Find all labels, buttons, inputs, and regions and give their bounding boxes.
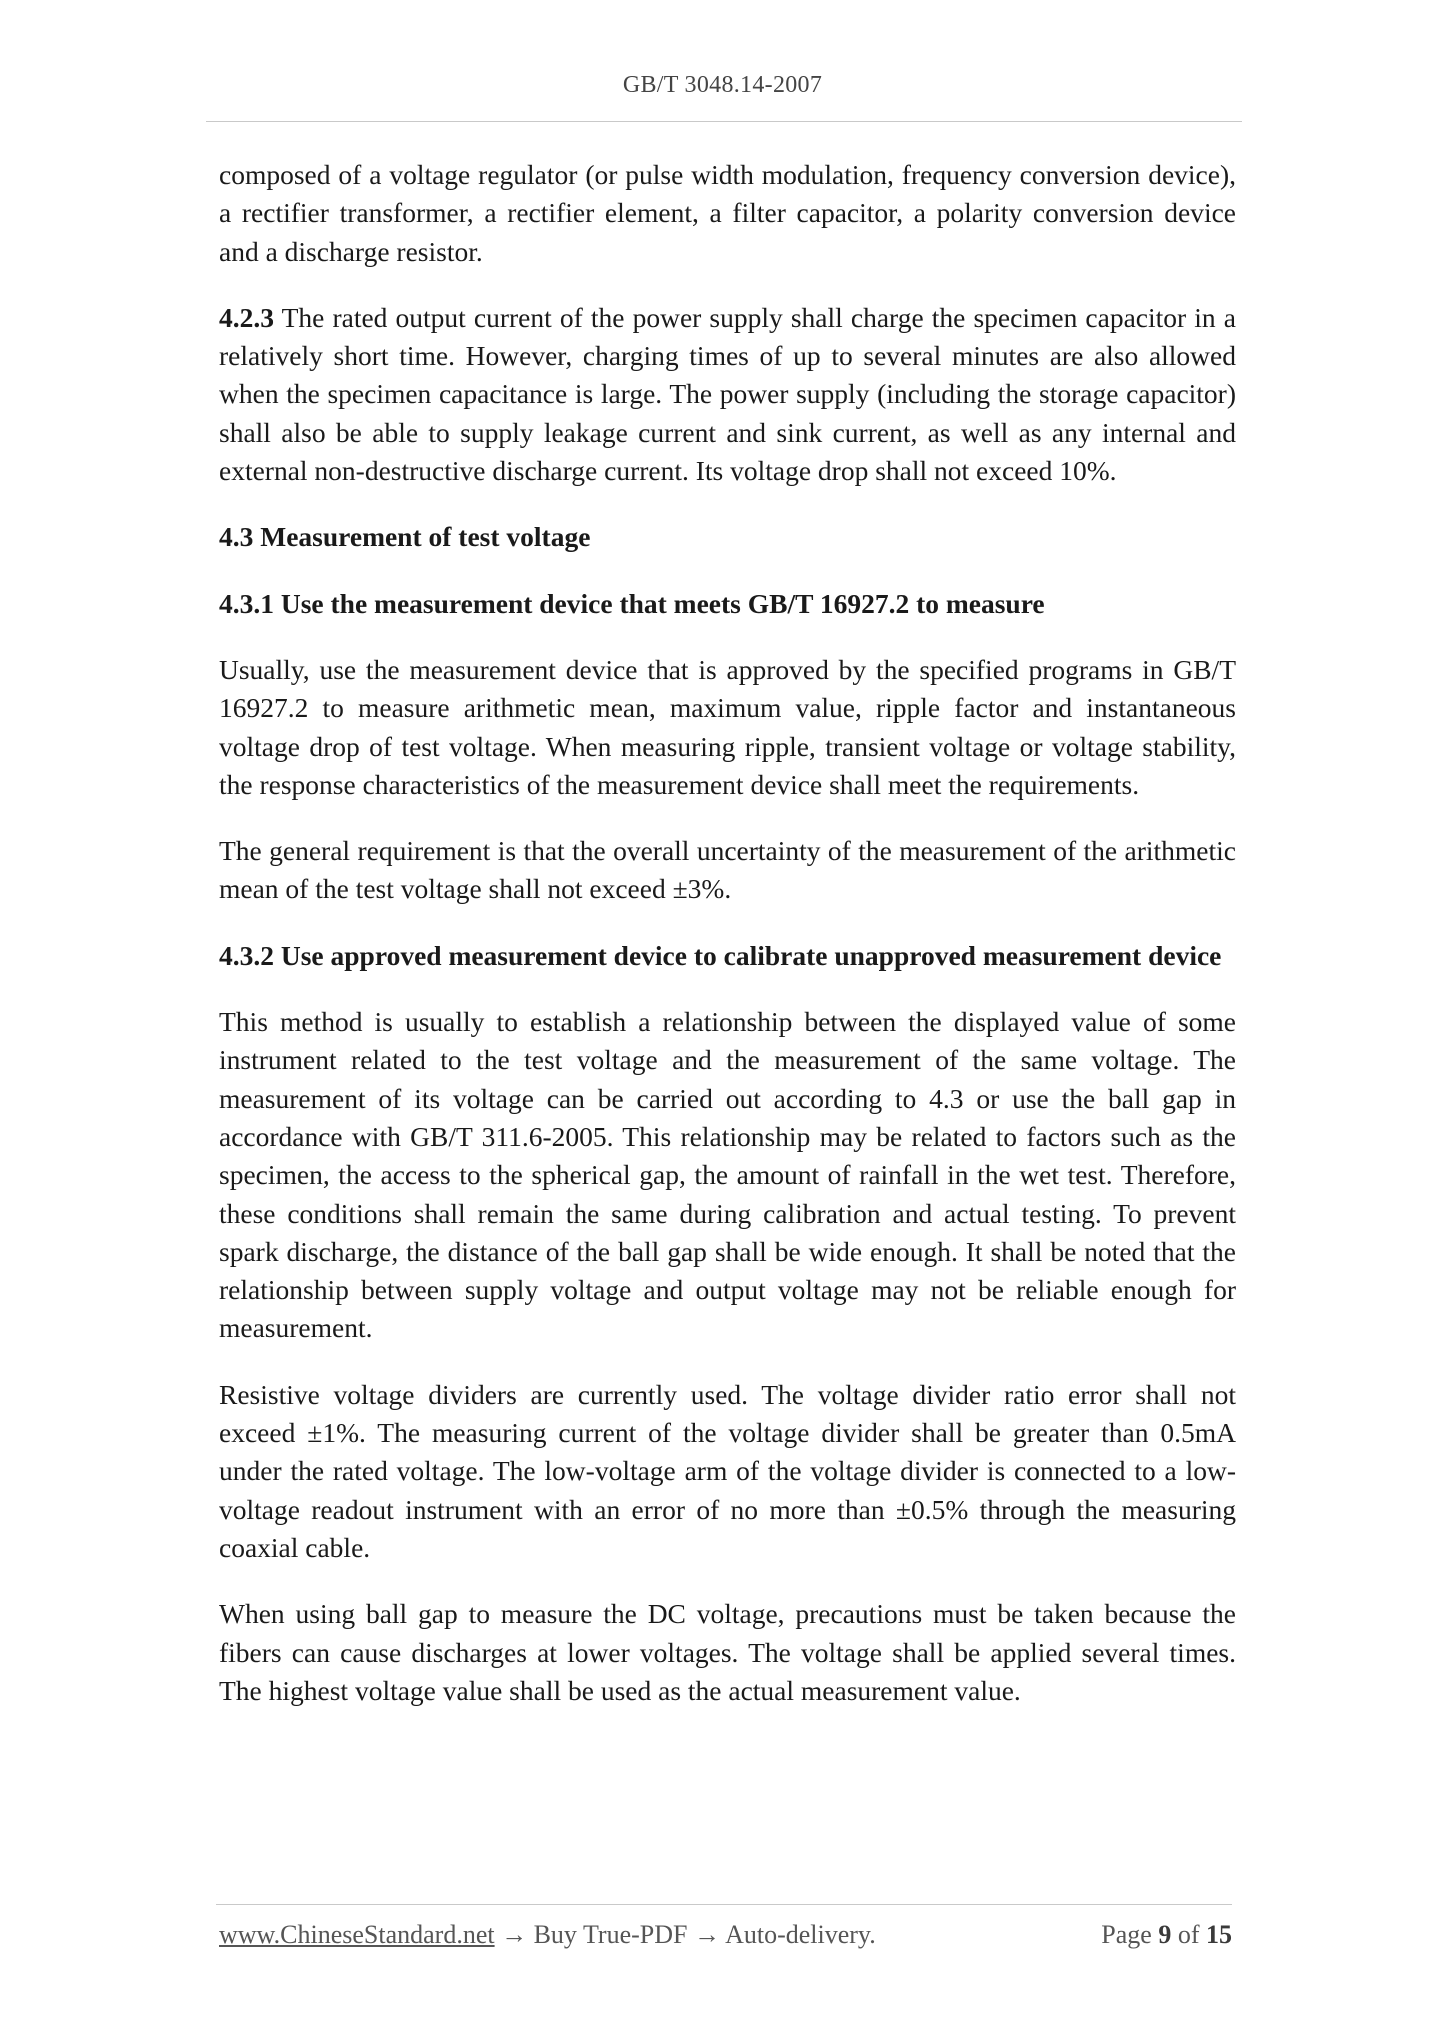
total-pages: 15 <box>1206 1920 1232 1949</box>
page-number <box>1101 1920 1232 1950</box>
footer-promo <box>219 1920 876 1950</box>
section-heading-4-3: 4.3 Measurement of test voltage <box>219 521 591 553</box>
section-heading-4-3-1: 4.3.1 Use the measurement device that meets GB/T 16927.2 to measure <box>219 587 1045 619</box>
arrow-right-icon: → <box>694 1920 720 1949</box>
paragraph-continuation: composed of a voltage regulator (or pulse width modulation, frequency conversion device), a rectifier transformer, a rectifier element, a filter capacitor, a polarity conversion device and a discharge resistor. <box>219 159 1236 267</box>
current-page: 9 <box>1158 1920 1172 1949</box>
paragraph-measurement-device: Usually, use the measurement device that is approved by the specified programs in GB/T 16927.2 to measure arithmetic mean, maximum value, ripple factor and instantaneous voltage drop of test voltage. When measuring ripple, transient voltage or voltage stability, the response characteristics of the measurement device shall meet the requirements. <box>219 653 1236 800</box>
paragraph-ball-gap: When using ball gap to measure the DC voltage, precautions must be taken because the fibers can cause discharges at lower voltages. The voltage shall be applied several times. The highest voltage value shall be used as the actual measurement value. <box>219 1598 1236 1706</box>
buy-text: Buy True-PDF <box>533 1920 688 1949</box>
footer-divider <box>216 1904 1232 1905</box>
arrow-right-icon: → <box>501 1920 528 1949</box>
paragraph-uncertainty: The general requirement is that the overall uncertainty of the measurement of the arithmetic mean of the test voltage shall not exceed ±3%. <box>219 835 1236 905</box>
site-link[interactable]: www.ChineseStandard.net <box>219 1920 495 1949</box>
header-divider <box>206 121 1242 122</box>
paragraph-voltage-dividers: Resistive voltage dividers are currently used. The voltage divider ratio error shall not exceed ±1%. The measuring current of the voltage divider shall be greater than 0.5mA under the rated voltage. The low-voltage arm of the voltage divider is connected to a low-voltage readout instrument with an error of no more than ±0.5% through the measuring coaxial cable. <box>219 1378 1236 1563</box>
section-heading-4-3-2: 4.3.2 Use approved measurement device to calibrate unapproved measurement device <box>219 939 1222 971</box>
page-footer <box>219 1920 1232 1960</box>
document-body <box>219 156 1236 1710</box>
document-header-title: GB/T 3048.14-2007 <box>622 72 823 98</box>
clause-text: The rated output current of the power supply shall charge the specimen capacitor in a relatively short time. However, charging times of up to several minutes are also allowed when the specimen capacitance is large. The power supply (including the storage capacitor) shall also be able to supply leakage current and sink current, as well as any internal and external non-destructive discharge current. Its voltage drop shall not exceed 10%. <box>219 301 1236 487</box>
clause-4-2-3 <box>219 299 1236 490</box>
paragraph-calibration-method: This method is usually to establish a relationship between the displayed value of some instrument related to the test voltage and the measurement of the same voltage. The measurement of its voltage can be carried out according to 4.3 or use the ball gap in accordance with GB/T 311.6-2005. This relationship may be related to factors such as the specimen, the access to the spherical gap, the amount of rainfall in the wet test. Therefore, these conditions shall remain the same during calibration and actual testing. To prevent spark discharge, the distance of the ball gap shall be wide enough. It shall be noted that the relationship between supply voltage and output voltage may not be reliable enough for measurement. <box>219 1006 1236 1344</box>
clause-number: 4.2.3 <box>219 301 274 333</box>
of-word: of <box>1177 1920 1200 1949</box>
delivery-text: Auto-delivery. <box>725 1920 876 1949</box>
page-word: Page <box>1101 1920 1152 1949</box>
